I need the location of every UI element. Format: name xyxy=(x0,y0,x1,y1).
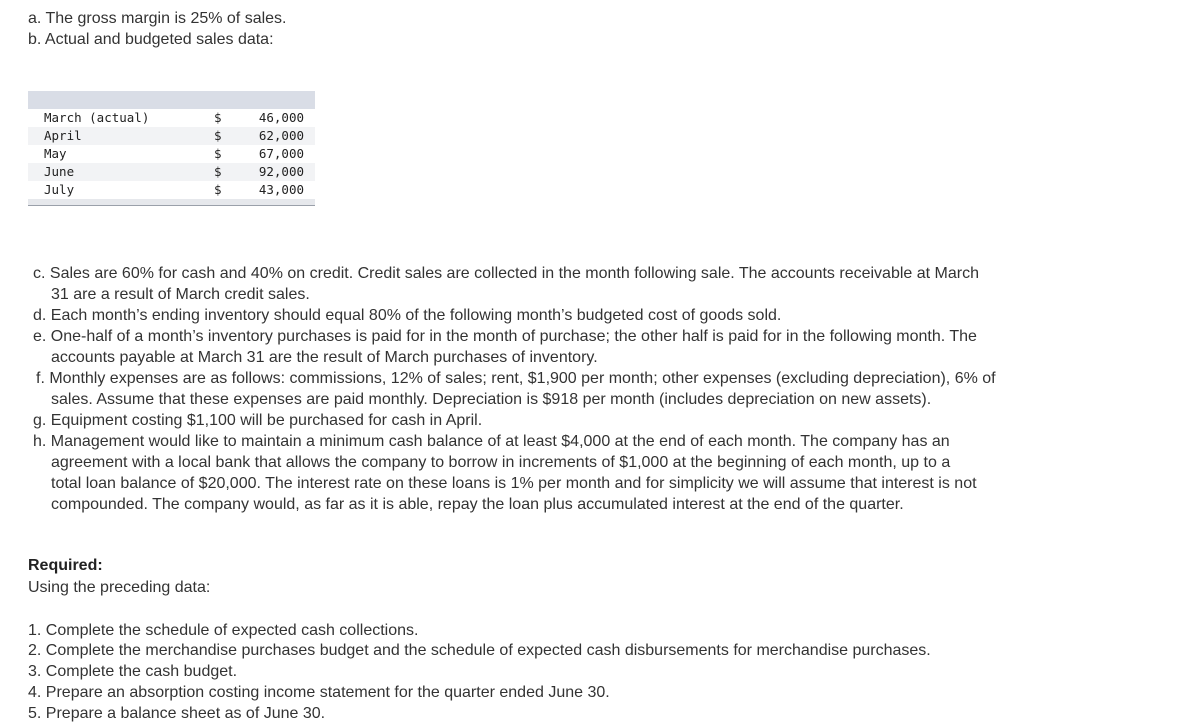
table-row xyxy=(28,181,315,199)
table-header-bar xyxy=(28,91,315,109)
task-item-4: 4. Prepare an absorption costing income statement for the quarter ended June 30. xyxy=(28,684,610,701)
required-intro: Using the preceding data: xyxy=(28,579,211,596)
amount-cell: 67,000 xyxy=(258,146,304,161)
month-cell: June xyxy=(28,163,214,181)
month-cell: May xyxy=(44,146,67,161)
item-g-line-1: g. Equipment costing $1,100 will be purchased for cash in April. xyxy=(33,412,483,429)
table-row xyxy=(28,127,315,145)
amount-cell: 46,000 xyxy=(258,110,304,125)
currency-cell: $ xyxy=(214,110,222,125)
item-f-line-1: f. Monthly expenses are as follows: commissions, 12% of sales; rent, $1,900 per month; other expenses (excluding depreciation), 6% of xyxy=(36,370,996,387)
month-cell: July xyxy=(44,182,75,197)
table-row xyxy=(28,109,315,127)
amount-cell: 92,000 xyxy=(234,163,315,181)
currency-cell: $ xyxy=(214,163,234,181)
task-item-1: 1. Complete the schedule of expected cash collections. xyxy=(28,622,419,639)
currency-cell: $ xyxy=(214,146,222,161)
currency-cell: $ xyxy=(214,127,234,145)
item-e-line-1: e. One-half of a month’s inventory purchases is paid for in the month of purchase; the other half is paid for in the following month. The xyxy=(33,328,977,345)
item-c-line-1: c. Sales are 60% for cash and 40% on credit. Credit sales are collected in the month following sale. The accounts receivable at March xyxy=(33,265,979,282)
table-row xyxy=(28,145,315,163)
item-h-line-3: total loan balance of $20,000. The interest rate on these loans is 1% per month and for simplicity we will assume that interest is not xyxy=(51,475,977,492)
intro-item-a: a. The gross margin is 25% of sales. xyxy=(28,10,287,27)
month-cell: March (actual) xyxy=(44,110,150,125)
item-h-line-2: agreement with a local bank that allows the company to borrow in increments of $1,000 at the beginning of each month, up to a xyxy=(51,454,951,471)
sales-data-table xyxy=(28,91,315,206)
table-footer-bar xyxy=(28,199,315,206)
item-c-line-2: 31 are a result of March credit sales. xyxy=(51,286,310,303)
required-heading: Required: xyxy=(28,557,103,574)
month-cell: April xyxy=(28,127,214,145)
item-d-line-1: d. Each month’s ending inventory should equal 80% of the following month’s budgeted cost of goods sold. xyxy=(33,307,782,324)
item-h-line-1: h. Management would like to maintain a minimum cash balance of at least $4,000 at the end of each month. The company has an xyxy=(33,433,950,450)
table-row xyxy=(28,163,315,181)
intro-item-b: b. Actual and budgeted sales data: xyxy=(28,31,274,48)
item-h-line-4: compounded. The company would, as far as it is able, repay the loan plus accumulated interest at the end of the quarter. xyxy=(51,496,904,513)
item-f-line-2: sales. Assume that these expenses are paid monthly. Depreciation is $918 per month (includes depreciation on new assets). xyxy=(51,391,932,408)
amount-cell: 62,000 xyxy=(234,127,315,145)
task-item-3: 3. Complete the cash budget. xyxy=(28,663,238,680)
amount-cell: 43,000 xyxy=(258,182,304,197)
item-e-line-2: accounts payable at March 31 are the result of March purchases of inventory. xyxy=(51,349,598,366)
task-item-2: 2. Complete the merchandise purchases budget and the schedule of expected cash disbursements for merchandise purchases. xyxy=(28,642,931,659)
currency-cell: $ xyxy=(214,182,222,197)
task-item-5: 5. Prepare a balance sheet as of June 30. xyxy=(28,705,326,722)
